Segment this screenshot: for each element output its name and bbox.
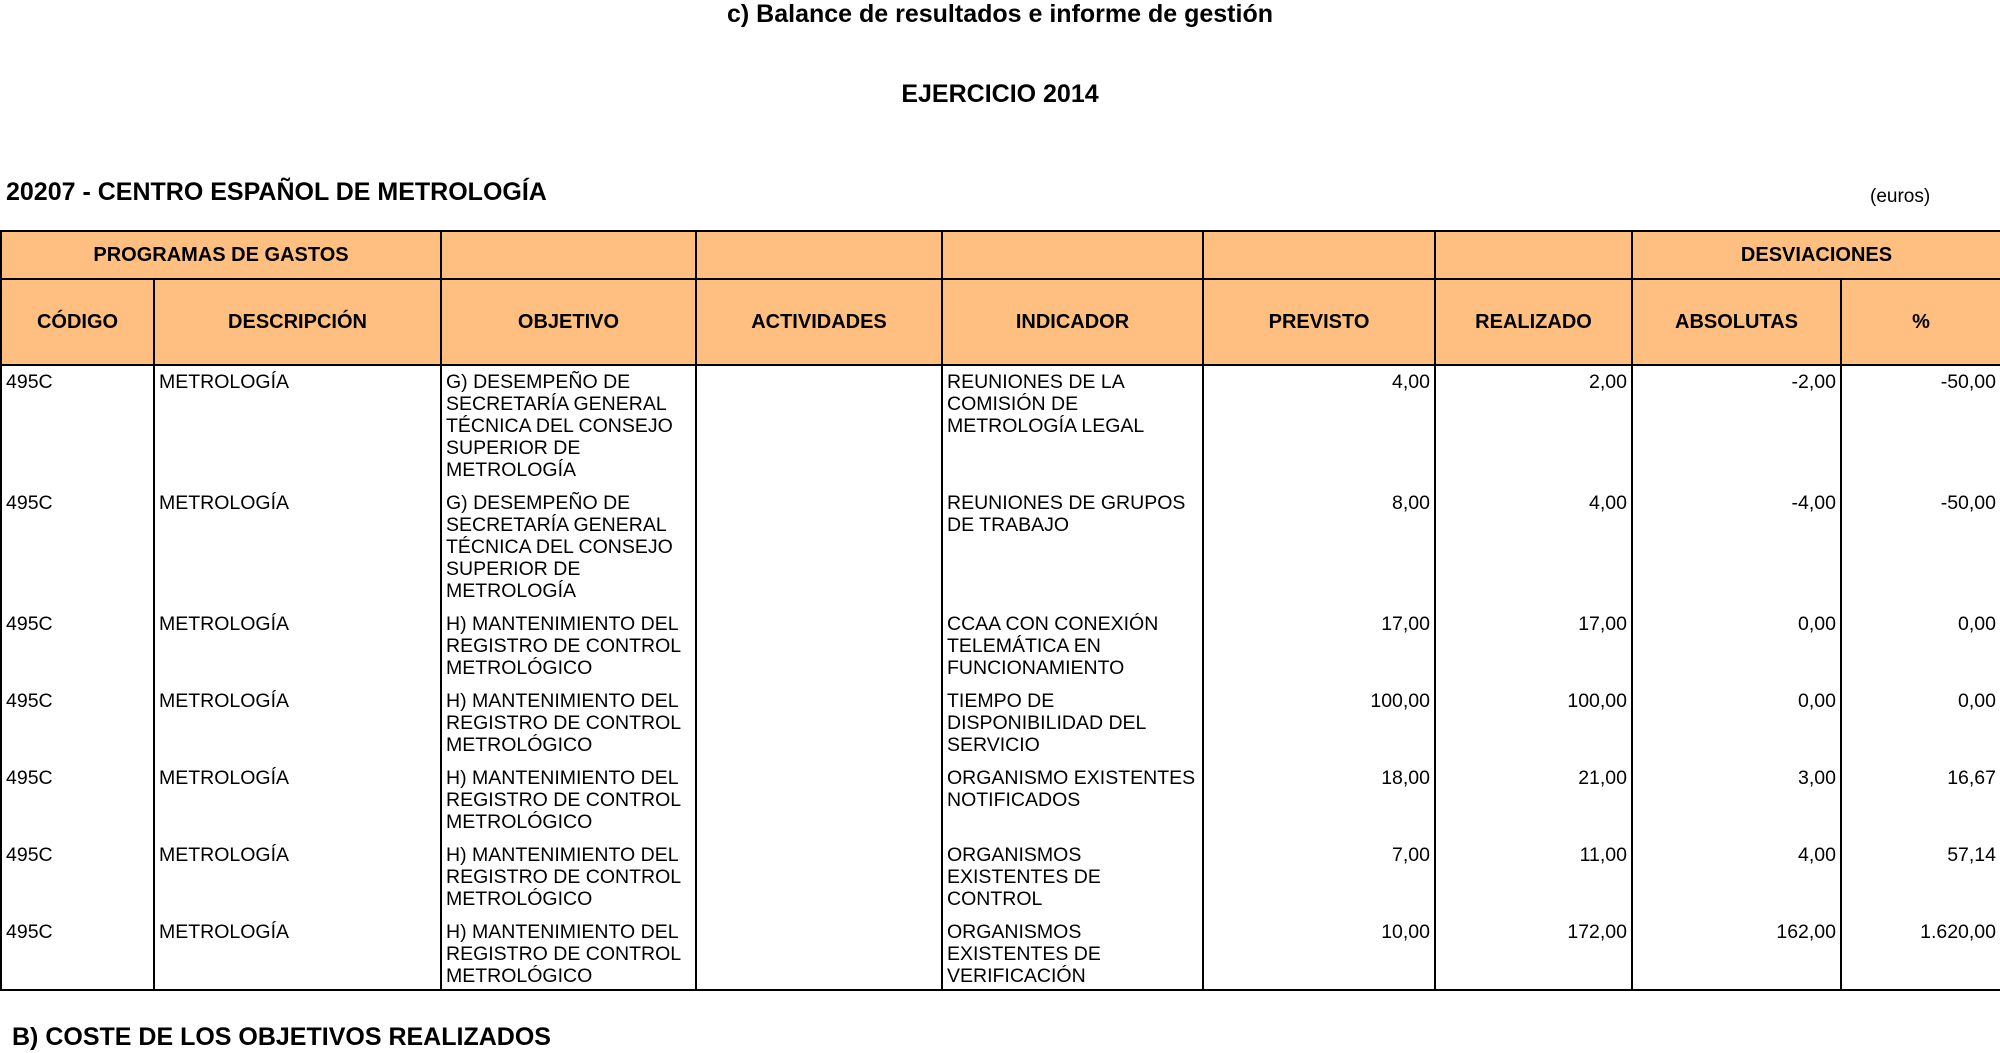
table-row	[1, 916, 2000, 990]
column-header-realizado: REALIZADO	[1435, 279, 1632, 365]
column-header-actividades: ACTIVIDADES	[696, 279, 942, 365]
cell-indicador: REUNIONES DE GRUPOS DE TRABAJO	[942, 487, 1203, 608]
cell-codigo: 495C	[1, 916, 154, 990]
cell-actividades	[696, 685, 942, 762]
cell-actividades	[696, 762, 942, 839]
cell-objetivo: G) DESEMPEÑO DE SECRETARÍA GENERAL TÉCNICA DEL CONSEJO SUPERIOR DE METROLOGÍA	[441, 365, 696, 487]
table-row	[1, 839, 2000, 916]
column-header-previsto: PREVISTO	[1203, 279, 1435, 365]
cell-realizado: 2,00	[1435, 365, 1632, 487]
cell-absolutas: 3,00	[1632, 762, 1841, 839]
cell-indicador: ORGANISMO EXISTENTES NOTIFICADOS	[942, 762, 1203, 839]
cell-indicador: TIEMPO DE DISPONIBILIDAD DEL SERVICIO	[942, 685, 1203, 762]
column-header-descripcion: DESCRIPCIÓN	[154, 279, 441, 365]
cell-descripcion: METROLOGÍA	[154, 365, 441, 487]
cell-realizado: 11,00	[1435, 839, 1632, 916]
cell-indicador: ORGANISMOS EXISTENTES DE CONTROL	[942, 839, 1203, 916]
cell-absolutas: 4,00	[1632, 839, 1841, 916]
cell-previsto: 8,00	[1203, 487, 1435, 608]
cell-objetivo: G) DESEMPEÑO DE SECRETARÍA GENERAL TÉCNICA DEL CONSEJO SUPERIOR DE METROLOGÍA	[441, 487, 696, 608]
group-header-empty	[696, 231, 942, 279]
cell-percent: 0,00	[1841, 685, 2000, 762]
group-header-desviaciones: DESVIACIONES	[1632, 231, 2000, 279]
group-header-empty	[1435, 231, 1632, 279]
table-row	[1, 487, 2000, 608]
cell-actividades	[696, 487, 942, 608]
cell-realizado: 17,00	[1435, 608, 1632, 685]
table-row	[1, 685, 2000, 762]
cell-absolutas: 162,00	[1632, 916, 1841, 990]
cell-percent: -50,00	[1841, 365, 2000, 487]
fiscal-year: EJERCICIO 2014	[901, 80, 1099, 108]
cell-objetivo: H) MANTENIMIENTO DEL REGISTRO DE CONTROL METROLÓGICO	[441, 839, 696, 916]
cell-descripcion: METROLOGÍA	[154, 916, 441, 990]
cell-realizado: 172,00	[1435, 916, 1632, 990]
cell-actividades	[696, 365, 942, 487]
column-header-objetivo: OBJETIVO	[441, 279, 696, 365]
cell-percent: -50,00	[1841, 487, 2000, 608]
cell-absolutas: -4,00	[1632, 487, 1841, 608]
group-header-empty	[1203, 231, 1435, 279]
cell-realizado: 21,00	[1435, 762, 1632, 839]
cell-actividades	[696, 608, 942, 685]
cell-actividades	[696, 916, 942, 990]
table-row	[1, 608, 2000, 685]
cell-codigo: 495C	[1, 762, 154, 839]
cell-realizado: 4,00	[1435, 487, 1632, 608]
entity-title: 20207 - CENTRO ESPAÑOL DE METROLOGÍA	[6, 178, 547, 206]
group-header-empty	[942, 231, 1203, 279]
cell-previsto: 100,00	[1203, 685, 1435, 762]
cell-actividades	[696, 839, 942, 916]
column-header-codigo: CÓDIGO	[1, 279, 154, 365]
table-row	[1, 365, 2000, 487]
cell-previsto: 17,00	[1203, 608, 1435, 685]
column-header-percent: %	[1841, 279, 2000, 365]
group-header-empty	[441, 231, 696, 279]
cell-previsto: 18,00	[1203, 762, 1435, 839]
units-label: (euros)	[1870, 186, 1931, 207]
cell-absolutas: -2,00	[1632, 365, 1841, 487]
cell-indicador: ORGANISMOS EXISTENTES DE VERIFICACIÓN	[942, 916, 1203, 990]
cell-codigo: 495C	[1, 685, 154, 762]
cell-descripcion: METROLOGÍA	[154, 608, 441, 685]
cell-objetivo: H) MANTENIMIENTO DEL REGISTRO DE CONTROL METROLÓGICO	[441, 685, 696, 762]
cell-absolutas: 0,00	[1632, 608, 1841, 685]
cell-absolutas: 0,00	[1632, 685, 1841, 762]
column-header-absolutas: ABSOLUTAS	[1632, 279, 1841, 365]
cell-realizado: 100,00	[1435, 685, 1632, 762]
results-table	[0, 230, 2000, 991]
cell-objetivo: H) MANTENIMIENTO DEL REGISTRO DE CONTROL METROLÓGICO	[441, 916, 696, 990]
cell-codigo: 495C	[1, 608, 154, 685]
cell-objetivo: H) MANTENIMIENTO DEL REGISTRO DE CONTROL METROLÓGICO	[441, 762, 696, 839]
cell-codigo: 495C	[1, 487, 154, 608]
cell-descripcion: METROLOGÍA	[154, 839, 441, 916]
cell-percent: 57,14	[1841, 839, 2000, 916]
cell-percent: 0,00	[1841, 608, 2000, 685]
cell-descripcion: METROLOGÍA	[154, 762, 441, 839]
section-b-title: B) COSTE DE LOS OBJETIVOS REALIZADOS	[12, 1023, 551, 1051]
document-title: c) Balance de resultados e informe de gestión	[727, 0, 1273, 28]
cell-indicador: CCAA CON CONEXIÓN TELEMÁTICA EN FUNCIONAMIENTO	[942, 608, 1203, 685]
cell-indicador: REUNIONES DE LA COMISIÓN DE METROLOGÍA LEGAL	[942, 365, 1203, 487]
column-header-indicador: INDICADOR	[942, 279, 1203, 365]
cell-percent: 1.620,00	[1841, 916, 2000, 990]
cell-descripcion: METROLOGÍA	[154, 487, 441, 608]
cell-objetivo: H) MANTENIMIENTO DEL REGISTRO DE CONTROL METROLÓGICO	[441, 608, 696, 685]
group-header-programas: PROGRAMAS DE GASTOS	[1, 231, 441, 279]
cell-descripcion: METROLOGÍA	[154, 685, 441, 762]
cell-previsto: 10,00	[1203, 916, 1435, 990]
cell-previsto: 4,00	[1203, 365, 1435, 487]
cell-codigo: 495C	[1, 839, 154, 916]
cell-codigo: 495C	[1, 365, 154, 487]
cell-percent: 16,67	[1841, 762, 2000, 839]
table-row	[1, 762, 2000, 839]
cell-previsto: 7,00	[1203, 839, 1435, 916]
